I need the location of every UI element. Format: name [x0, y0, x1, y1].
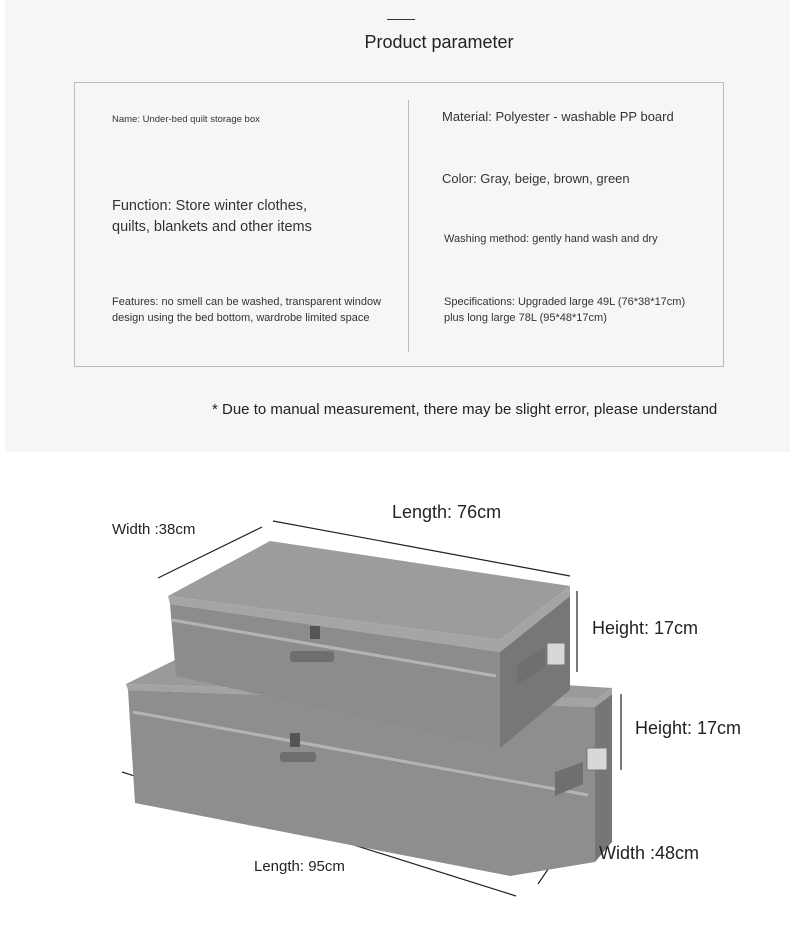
param-function-1: Function: Store winter clothes,: [112, 198, 308, 214]
large-width-label: Width :48cm: [599, 843, 700, 863]
param-color: Color: Gray, beige, brown, green: [442, 171, 630, 186]
page-title: Product parameter: [364, 32, 514, 52]
small-height-label: Height: 17cm: [592, 618, 699, 638]
measurement-note: * Due to manual measurement, there may be slight error, please understand: [212, 401, 718, 418]
param-features-1: Features: no smell can be washed, transparent window: [112, 296, 382, 308]
param-material: Material: Polyester - washable PP board: [442, 109, 674, 124]
title-rule: [387, 19, 415, 20]
small-width-label: Width :38cm: [112, 521, 196, 538]
param-features-2: design using the bed bottom, wardrobe limited space: [112, 312, 370, 324]
param-function-2: quilts, blankets and other items: [112, 219, 312, 235]
large-length-label: Length: 95cm: [254, 858, 345, 875]
param-washing: Washing method: gently hand wash and dry: [444, 233, 658, 245]
large-height-label: Height: 17cm: [635, 718, 742, 738]
param-name: Name: Under-bed quilt storage box: [112, 114, 260, 125]
param-spec-1: Specifications: Upgraded large 49L (76*38*17cm): [444, 296, 686, 308]
column-divider: [408, 100, 409, 352]
small-length-label: Length: 76cm: [392, 502, 502, 522]
param-spec-2: plus long large 78L (95*48*17cm): [444, 312, 607, 324]
